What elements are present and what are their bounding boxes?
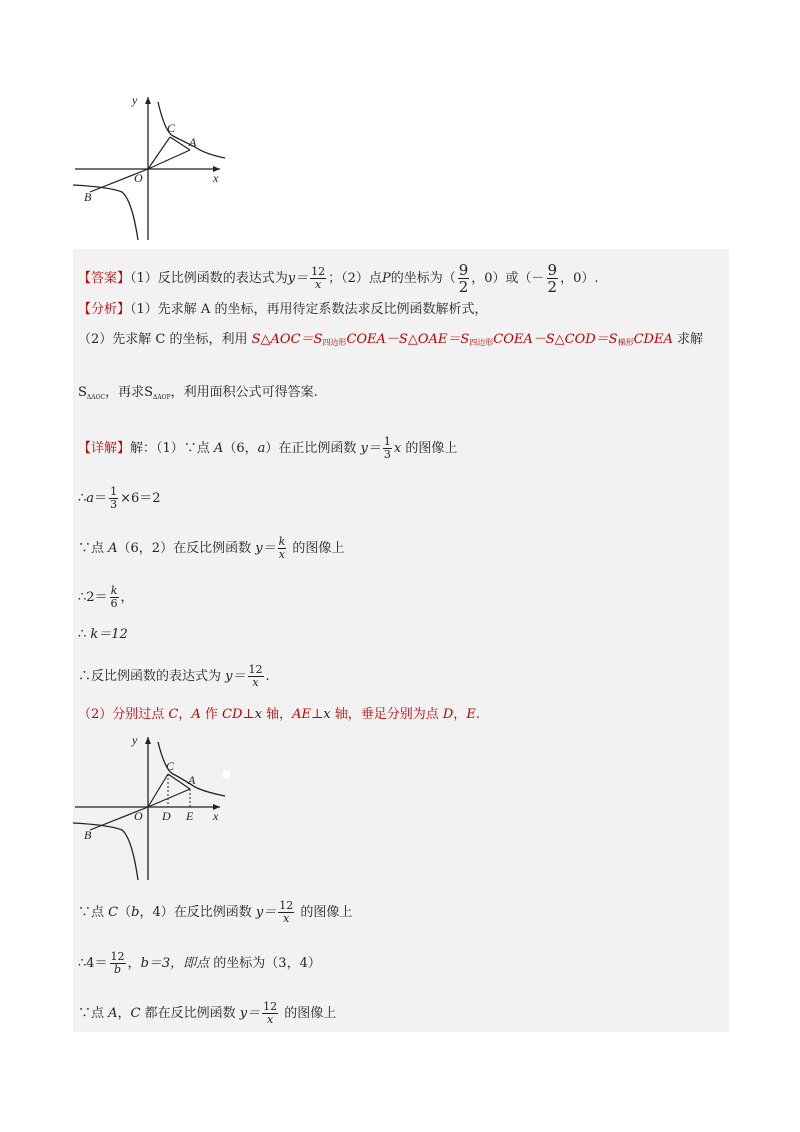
fig1-origin-label: O — [134, 171, 143, 185]
detail-line-7: （2）分别过点 C，A 作 CD⊥x 轴，AE⊥x 轴，垂足分别为点 D，E. — [78, 707, 480, 722]
fig2-origin-label: O — [134, 809, 143, 823]
detail-line-3: ∵点 A（6，2）在反比例函数 y＝ $\frac{k}{x}$ 的图像上 — [78, 535, 345, 561]
detail-line-9: ∴4＝ $\frac{12}{b}$ ，b＝3，即点 的坐标为（3，4） — [78, 950, 321, 976]
fig1-b-label: B — [84, 190, 92, 204]
analysis-line-3: $S_{\Delta AOC}$，再求$S_{\Delta AOP}$，利用面积公式可得答案. — [78, 385, 318, 401]
analysis-line-1: 【分析】（1）先求解 A 的坐标，再用待定系数法求反比例函数解析式， — [78, 302, 488, 317]
detail-line-2: ∴a＝ $\frac{1}{3}$ ×6＝2 — [78, 485, 161, 511]
fig1-x-label: x — [213, 171, 219, 185]
fig2-c-label: C — [166, 759, 175, 773]
fig2-a-label: A — [188, 773, 196, 787]
detail-line-6: ∴反比例函数的表达式为 y＝ $\frac{12}{x}$ . — [78, 663, 270, 689]
figure-2 — [70, 732, 240, 882]
detail-line-5: ∴ k＝12 — [78, 627, 128, 642]
fig2-e-label: E — [186, 809, 194, 823]
small-white-box — [222, 770, 231, 779]
answer-line: 【答案】（1）反比例函数的表达式为y＝ $\frac{12}{x}$ ；（2）点P的坐标为（ $\frac{9}{2}$ ，0）或（－ $\frac{9}{2}$ ，0）. — [78, 261, 599, 296]
detail-line-4: ∴2＝ $\frac{k}{6}$ ， — [78, 584, 134, 610]
detail-line-10: ∵点 A，C 都在反比例函数 y＝ $\frac{12}{x}$ 的图像上 — [78, 1000, 337, 1026]
detail-line-1: 【详解】解：（1）∵点 A（6，a）在正比例函数 y＝ $\frac{1}{3}$ x 的图像上 — [78, 435, 458, 461]
fig1-c-label: C — [167, 121, 176, 135]
fig1-a-label: A — [189, 135, 197, 149]
analysis-line-2: （2）先求解 C 的坐标，利用 $S\triangle AOC=S_{四边形}COEA-S\triangle OAE=S_{四边形}COEA-S\triangle COD=S_{梯形}CDEA$ 求解 — [78, 332, 703, 347]
fig2-d-label: D — [162, 809, 171, 823]
fig2-y-label: y — [132, 733, 138, 747]
fig2-b-label: B — [84, 828, 92, 842]
detail-line-8: ∵点 C（b，4）在反比例函数 y＝ $\frac{12}{x}$ 的图像上 — [78, 899, 353, 925]
fig2-x-label: x — [213, 809, 219, 823]
figure-1 — [70, 92, 230, 242]
fig1-y-label: y — [132, 93, 138, 107]
